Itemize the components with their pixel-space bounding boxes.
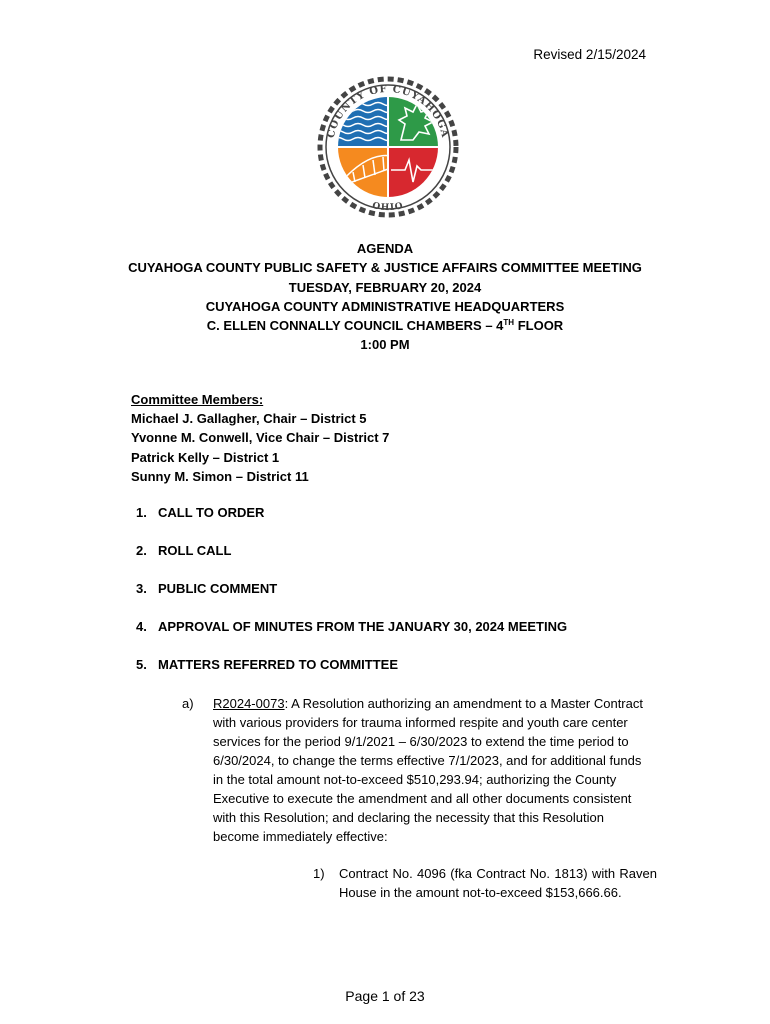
- agenda-items-list: [136, 505, 656, 695]
- agenda-item: 2. ROLL CALL: [136, 543, 232, 558]
- agenda-header: [0, 239, 770, 355]
- resolution-link[interactable]: R2024-0073: [213, 696, 285, 711]
- resolution-text: R2024-0073: A Resolution authorizing an amendment to a Master Contract with various providers for trauma informed respite and youth care center services for the period 9/1/2021 – 6/30/2023 to extend the time period to 6/30/2024, to change the terms effective 7/1/2023, and for additional funds in the total amount not-to-exceed $510,293.94; authorizing the County Executive to execute the amendment and all other documents consistent with this Resolution; and declaring the necessity that this Resolution become immediately effective:: [213, 696, 643, 844]
- page-number: Page 1 of 23: [345, 988, 425, 1004]
- meeting-date: TUESDAY, FEBRUARY 20, 2024: [288, 279, 482, 295]
- revised-date: Revised 2/15/2024: [533, 47, 646, 62]
- member-name: Michael J. Gallagher, Chair – District 5: [131, 411, 367, 427]
- member-name: Patrick Kelly – District 1: [131, 449, 280, 465]
- seal-top-text: COUNTY OF CUYAHOGA: [325, 83, 451, 140]
- committee-members-title: Committee Members:: [131, 392, 264, 407]
- resolution-item: [182, 694, 657, 846]
- contract-number: 1): [313, 866, 325, 881]
- meeting-room: C. ELLEN CONNALLY COUNCIL CHAMBERS – 4TH FLOOR: [206, 318, 564, 334]
- seal-bottom-text: OHIO: [371, 201, 405, 214]
- meeting-time: 1:00 PM: [360, 337, 410, 353]
- agenda-item: 3. PUBLIC COMMENT: [136, 581, 278, 596]
- agenda-item: 5. MATTERS REFERRED TO COMMITTEE: [136, 657, 399, 672]
- contract-item: [313, 864, 657, 902]
- member-name: Sunny M. Simon – District 11: [131, 468, 309, 484]
- resolution-letter: a): [182, 696, 194, 711]
- agenda-item: 4. APPROVAL OF MINUTES FROM THE JANUARY 30, 2024 MEETING: [136, 619, 568, 634]
- member-name: Yvonne M. Conwell, Vice Chair – District 7: [131, 430, 390, 446]
- meeting-name: CUYAHOGA COUNTY PUBLIC SAFETY & JUSTICE AFFAIRS COMMITTEE MEETING: [128, 260, 642, 276]
- county-seal-logo: [313, 72, 463, 222]
- agenda-item: 1. CALL TO ORDER: [136, 505, 265, 520]
- contract-text: Contract No. 4096 (fka Contract No. 1813) with Raven House in the amount not-to-exceed $153,666.66.: [339, 866, 657, 900]
- meeting-venue: CUYAHOGA COUNTY ADMINISTRATIVE HEADQUARTERS: [205, 298, 565, 314]
- committee-members: [131, 390, 389, 486]
- agenda-title: AGENDA: [356, 241, 414, 256]
- svg-text:OHIO: [371, 201, 404, 213]
